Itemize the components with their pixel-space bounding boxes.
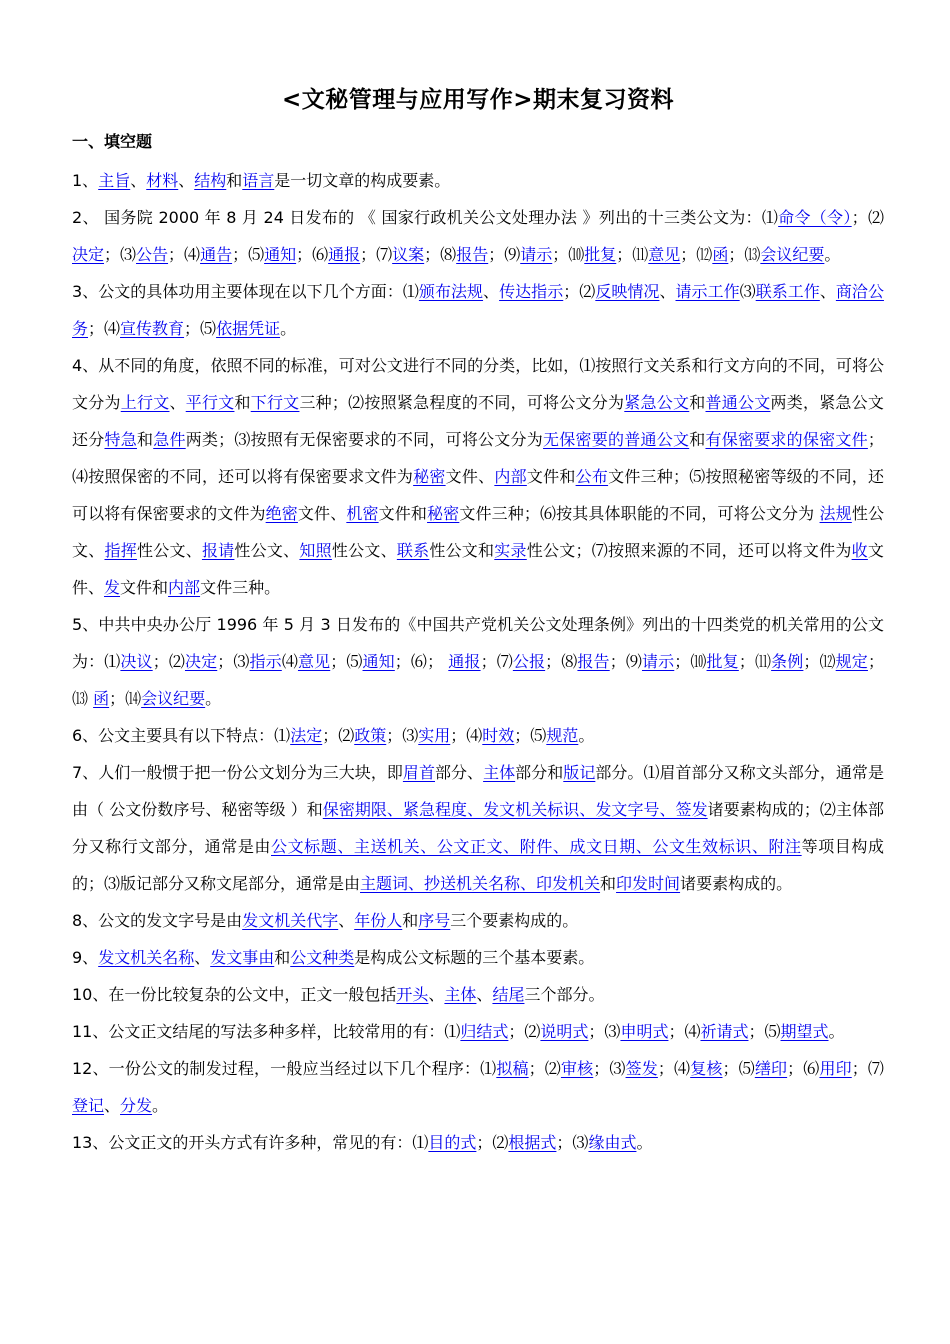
answer-text: 年份人 (354, 911, 403, 930)
answer-text: 联系工作 (755, 282, 820, 301)
answer-text: 公告 (136, 245, 169, 264)
question-item (72, 1013, 884, 1050)
answer-text: 函 (93, 689, 110, 708)
answer-text: 主旨 (98, 171, 131, 190)
question-item (72, 273, 884, 347)
question-text: 。 (828, 1022, 845, 1041)
question-text: 3、公文的具体功用主要体现在以下几个方面：⑴ (72, 282, 419, 301)
question-text: ；⑵ (528, 1059, 561, 1078)
question-text: ；⑶ (386, 726, 419, 745)
answer-text: 议案 (392, 245, 425, 264)
question-text: ；⑹ (296, 245, 329, 264)
answer-text: 请示 (641, 652, 675, 671)
answer-text: 分发 (120, 1096, 153, 1115)
question-text: 文件、 (72, 541, 884, 597)
question-text: ；⑸ (184, 319, 217, 338)
question-item (72, 902, 884, 939)
answer-text: 规定 (835, 652, 868, 671)
question-text: 文件、 (445, 467, 495, 486)
question-text: 诸要素构成的。 (680, 874, 793, 893)
answer-text: 根据式 (508, 1133, 557, 1152)
question-text: 。 (824, 245, 841, 264)
answer-text: 实录 (494, 541, 527, 560)
question-text: ；⑶ (556, 1133, 589, 1152)
question-text: 和 (274, 948, 291, 967)
question-text: 2、 国务院 2000 年 8 月 24 日发布的 《 国家行政机关公文处理办法 》列出的十三类公文为：⑴ (72, 208, 779, 227)
answer-text: 发文机关名称 (98, 948, 195, 967)
answer-text: 版记 (563, 763, 596, 782)
answer-text: 复核 (690, 1059, 723, 1078)
answer-text: 商洽公务 (72, 282, 884, 338)
question-text: 、 (483, 282, 500, 301)
answer-text: 会议纪要 (141, 689, 206, 708)
question-text: ；⑼ (609, 652, 642, 671)
answer-text: 拟稿 (496, 1059, 529, 1078)
answer-text: 意见 (297, 652, 331, 671)
question-text: ；⑵ (508, 1022, 541, 1041)
question-text: 9、 (72, 948, 99, 967)
answer-text: 通知 (362, 652, 395, 671)
question-text: 、 (819, 282, 836, 301)
question-text: ；⑺ (851, 1059, 884, 1078)
question-item (72, 347, 884, 606)
answer-text: 颁布法规 (418, 282, 484, 301)
answer-text: 祈请式 (700, 1022, 749, 1041)
answer-text: 下行文 (250, 393, 300, 412)
question-text: ；⑵ (322, 726, 355, 745)
answer-text: 宣传教育 (120, 319, 185, 338)
question-text: 、 (178, 171, 195, 190)
answer-text: 眉首 (402, 763, 435, 782)
question-text: 6、公文主要具有以下特点：⑴ (72, 726, 291, 745)
question-text: ；⑺ (480, 652, 513, 671)
question-text: ；⑵ (152, 652, 185, 671)
answer-text: 平行文 (185, 393, 235, 412)
answer-text: 联系 (396, 541, 430, 560)
question-text: 三种；⑵按照紧急程度的不同，可将公文分为 (299, 393, 625, 412)
answer-text: 上行文 (120, 393, 170, 412)
question-text: ；⑸ (514, 726, 547, 745)
question-item (72, 162, 884, 199)
question-text: ；⒀ (72, 652, 884, 708)
question-text: 8、公文的发文字号是由 (72, 911, 243, 930)
answer-text: 政策 (354, 726, 387, 745)
question-text: ；⑶ (217, 652, 250, 671)
question-text: 、 (338, 911, 355, 930)
answer-text: 主题词、抄送机关名称、印发机关 (360, 874, 601, 893)
answer-text: 批复 (584, 245, 617, 264)
answer-text: 保密期限、紧急程度、发文机关标识、发文字号、签发 (322, 800, 708, 819)
answer-text: 公布 (575, 467, 609, 486)
answer-text: 归结式 (460, 1022, 509, 1041)
question-text: 诸要素构成的；⑵主体部分又称行文部分，通常是由 (72, 800, 884, 856)
answer-text: 说明式 (540, 1022, 589, 1041)
answer-text: 主体 (444, 985, 477, 1004)
question-text: 文件三种；⑹按其具体职能的不同，可将公文分为 (459, 504, 820, 523)
answer-text: 意见 (648, 245, 681, 264)
question-text: ；⑽ (552, 245, 585, 264)
answer-text: 机密 (346, 504, 379, 523)
answer-text: 指示 (249, 652, 282, 671)
answer-text: 普通公文 (705, 393, 771, 412)
answer-text: 传达指示 (499, 282, 564, 301)
answer-text: 材料 (146, 171, 179, 190)
question-text: 13、公文正文的开头方式有许多种，常见的有：⑴ (72, 1133, 429, 1152)
question-text: 文件、 (297, 504, 347, 523)
question-text: 7、人们一般惯于把一份公文划分为三大块，即 (72, 763, 403, 782)
answer-text: 通知 (264, 245, 297, 264)
question-text: 部分和 (515, 763, 564, 782)
answer-text: 函 (712, 245, 729, 264)
question-text: 12、一份公文的制发过程，一般应当经过以下几个程序：⑴ (72, 1059, 497, 1078)
answer-text: 绝密 (265, 504, 298, 523)
question-text: 。 (578, 726, 595, 745)
answer-text: 期望式 (780, 1022, 829, 1041)
question-item (72, 1050, 884, 1124)
question-text: 。 (152, 1096, 169, 1115)
answer-text: 公文种类 (290, 948, 355, 967)
question-text: 、 (659, 282, 676, 301)
question-text: ；⑹； (394, 652, 449, 671)
answer-text: 法定 (290, 726, 323, 745)
question-text: ；⑼ (488, 245, 521, 264)
question-item (72, 717, 884, 754)
answer-text: 条例 (771, 652, 804, 671)
question-text: 性公文、 (136, 541, 202, 560)
answer-text: 法规 (819, 504, 852, 523)
answer-text: 特急 (104, 430, 137, 449)
question-text: ；⑸ (722, 1059, 755, 1078)
answer-text: 公文标题、主送机关、公文正文、附件、成文日期、公文生效标识、附注 (271, 837, 802, 856)
question-text: 11、公文正文结尾的写法多种多样，比较常用的有：⑴ (72, 1022, 461, 1041)
question-text: ；⑷ (450, 726, 483, 745)
answer-text: 无保密要的普通公文 (543, 430, 690, 449)
question-text: ；⑶ (104, 245, 137, 264)
question-item (72, 939, 884, 976)
answer-text: 发 (104, 578, 121, 597)
question-text: 文件和 (378, 504, 428, 523)
question-text: 部分、 (434, 763, 484, 782)
question-text: ；⑵ (563, 282, 596, 301)
answer-text: 审核 (560, 1059, 594, 1078)
question-text: ；⑵ (851, 208, 884, 227)
question-text: ；⑾ (738, 652, 772, 671)
answer-text: 决定 (184, 652, 218, 671)
question-text: 和 (136, 430, 154, 449)
question-text: 两类；⑶按照有无保密要求的不同，可将公文分为 (185, 430, 544, 449)
answer-text: 有保密要求的保密文件 (705, 430, 868, 449)
question-text: ；⑾ (616, 245, 649, 264)
question-text: ；⑵ (476, 1133, 509, 1152)
question-text: ；⑿ (803, 652, 836, 671)
answer-text: 紧急公文 (624, 393, 690, 412)
answer-text: 用印 (819, 1059, 852, 1078)
question-text: ；⑹ (787, 1059, 820, 1078)
answer-text: 登记 (72, 1096, 105, 1115)
question-text: 5、中共中央办公厅 1996 年 5 月 3 日发布的《中国共产党机关公文处理条例》列出的十四类党的机关常用的公文为：⑴ (72, 615, 884, 671)
question-text: ；⑶ (588, 1022, 621, 1041)
question-text: 性公文；⑺按照来源的不同，还可以将文件为 (526, 541, 852, 560)
question-text: 、 (169, 393, 186, 412)
question-text: ；⑸ (330, 652, 363, 671)
question-text: 。 (205, 689, 222, 708)
answer-text: 发文事由 (210, 948, 275, 967)
answer-text: 主体 (483, 763, 516, 782)
question-text: 三个要素构成的。 (450, 911, 579, 930)
question-text: 、 (104, 1096, 121, 1115)
question-text: 、 (428, 985, 445, 1004)
question-text: ；⑿ (680, 245, 713, 264)
question-text: 和 (689, 430, 706, 449)
answer-text: 秘密 (413, 467, 446, 486)
question-text: 4、从不同的角度，依照不同的标准，可对公文进行不同的分类，比如，⑴按照行文关系和行文方向的不同，可将公文分为 (72, 356, 884, 412)
question-text: ；⑷按照保密的不同，还可以将有保密要求文件为 (72, 430, 884, 486)
answer-text: 规范 (546, 726, 579, 745)
answer-text: 缘由式 (588, 1133, 637, 1152)
answer-text: 报告 (577, 652, 610, 671)
question-text: 是一切文章的构成要素。 (274, 171, 451, 190)
answer-text: 申明式 (620, 1022, 669, 1041)
question-text: 两类，紧急公文还分 (72, 393, 884, 449)
question-text: 。 (280, 319, 297, 338)
answer-text: 实用 (418, 726, 451, 745)
question-text: 10、在一份比较复杂的公文中，正文一般包括 (72, 985, 397, 1004)
answer-text: 通报 (328, 245, 361, 264)
answer-text: 通报 (448, 652, 481, 671)
answer-text: 发文机关代字 (242, 911, 339, 930)
question-text: ；⑶ (593, 1059, 626, 1078)
question-text: ；⑷ (668, 1022, 701, 1041)
answer-text: 批复 (706, 652, 739, 671)
answer-text: 请示 (520, 245, 553, 264)
question-text: 文件三种；⑸按照秘密等级的不同，还可以将有保密要求的文件为 (72, 467, 884, 523)
answer-text: 结构 (194, 171, 227, 190)
document-title: <文秘管理与应用写作>期末复习资料 (281, 87, 675, 113)
answer-text: 印发时间 (616, 874, 681, 893)
question-text: 和 (402, 911, 419, 930)
question-text: ⑷ (281, 652, 298, 671)
section-heading: 一、填空题 (72, 132, 153, 151)
answer-text: 签发 (625, 1059, 658, 1078)
question-list (72, 162, 884, 1161)
question-text: 性公文、 (234, 541, 300, 560)
question-item (72, 1124, 884, 1161)
answer-text: 指挥 (104, 541, 137, 560)
question-text: 和 (600, 874, 617, 893)
question-text: 、 (476, 985, 493, 1004)
question-item (72, 754, 884, 902)
question-text: 和 (226, 171, 243, 190)
question-text: 三个部分。 (524, 985, 605, 1004)
answer-text: 依据凭证 (216, 319, 281, 338)
answer-text: 语言 (242, 171, 275, 190)
answer-text: 结尾 (492, 985, 525, 1004)
answer-text: 内部 (168, 578, 201, 597)
answer-text: 决议 (120, 652, 153, 671)
answer-text: 开头 (396, 985, 429, 1004)
question-text: 、 (194, 948, 211, 967)
answer-text: 公报 (512, 652, 546, 671)
question-text: ；⒀ (728, 245, 761, 264)
question-item (72, 976, 884, 1013)
question-text: 性公文、 (331, 541, 397, 560)
answer-text: 会议纪要 (760, 245, 825, 264)
answer-text: 收 (851, 541, 868, 560)
question-text: ；⑸ (748, 1022, 781, 1041)
question-text: 文件和 (526, 467, 576, 486)
answer-text: 序号 (418, 911, 451, 930)
question-text: ；⑷ (168, 245, 201, 264)
answer-text: 知照 (299, 541, 332, 560)
answer-text: 秘密 (427, 504, 460, 523)
answer-text: 内部 (494, 467, 527, 486)
answer-text: 反映情况 (595, 282, 660, 301)
question-text: 性公文和 (429, 541, 495, 560)
answer-text: 报请 (201, 541, 235, 560)
question-text: 1、 (72, 171, 99, 190)
question-text: ；⒁ (109, 689, 142, 708)
question-text: ；⑻ (545, 652, 578, 671)
question-text: 等项目构成的；⑶版记部分又称文尾部分，通常是由 (72, 837, 884, 893)
answer-text: 缮印 (754, 1059, 788, 1078)
answer-text: 急件 (153, 430, 186, 449)
question-text: 部分。⑴眉首部分又称文头部分，通常是由（ 公文份数序号、秘密等级 ）和 (72, 763, 884, 819)
question-text: 是构成公文标题的三个基本要素。 (354, 948, 595, 967)
question-item (72, 199, 884, 273)
question-text: ；⑽ (674, 652, 707, 671)
question-text: 文件三种。 (200, 578, 281, 597)
question-text: 和 (689, 393, 706, 412)
question-text: ；⑷ (88, 319, 121, 338)
answer-text: 命令（令） (778, 208, 852, 227)
answer-text: 决定 (72, 245, 105, 264)
answer-text: 报告 (456, 245, 489, 264)
question-text: 文件和 (120, 578, 169, 597)
answer-text: 通告 (200, 245, 233, 264)
question-text: 、 (130, 171, 147, 190)
question-text: ；⑸ (232, 245, 265, 264)
answer-text: 时效 (482, 726, 515, 745)
answer-text: 目的式 (428, 1133, 477, 1152)
question-item (72, 606, 884, 717)
question-text: 性公文、 (72, 504, 884, 560)
question-text: 。 (636, 1133, 653, 1152)
answer-text: 请示工作 (675, 282, 740, 301)
question-text: 和 (234, 393, 251, 412)
question-text: ⑶ (739, 282, 756, 301)
question-text: ；⑷ (657, 1059, 691, 1078)
question-text: ；⑺ (360, 245, 393, 264)
question-text: ；⑻ (424, 245, 457, 264)
